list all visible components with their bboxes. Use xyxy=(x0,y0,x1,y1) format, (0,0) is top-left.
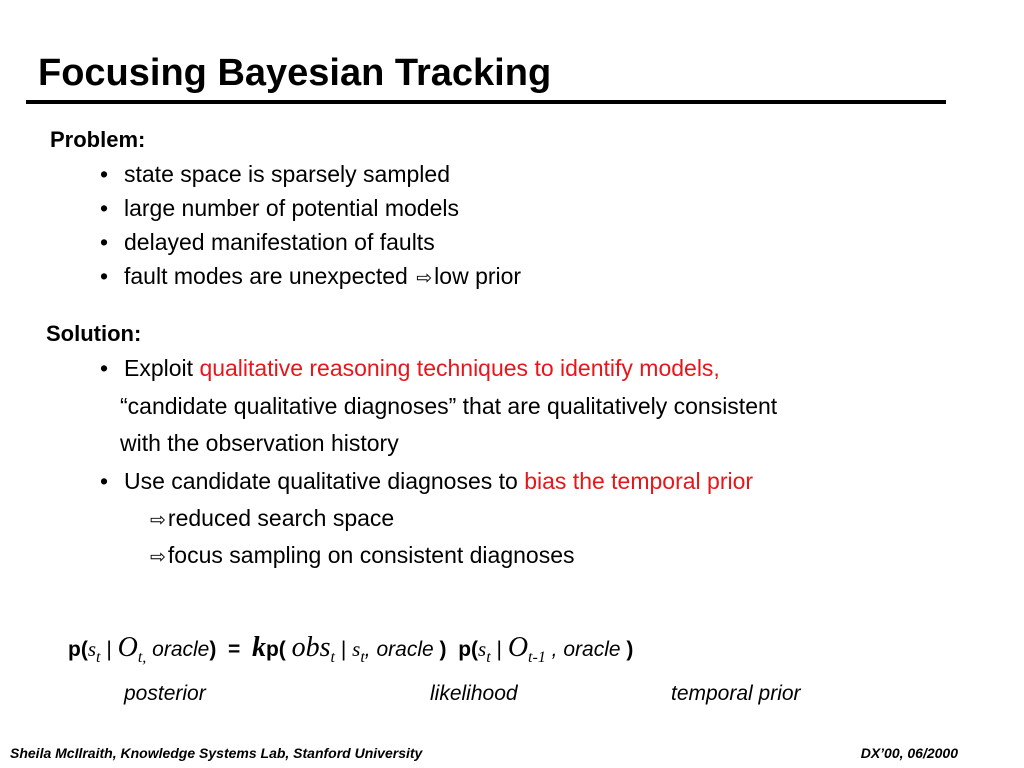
posterior-caption: posterior xyxy=(124,682,206,705)
solution-item xyxy=(100,353,720,383)
bullet-icon: • xyxy=(100,161,109,187)
solution-text: reduced search space xyxy=(167,505,395,531)
hollow-right-arrow-icon: ⇨ xyxy=(416,268,433,289)
bayes-equation: $p(s_t$ | $O_{t,}$ oracle) = kp( obs$_t$ | $s_t$, oracle ) $p(s_t$ | $O_{t-1}$ , oracle ) xyxy=(68,632,634,666)
slide-title: Focusing Bayesian Tracking xyxy=(38,52,552,94)
problem-heading: Problem: xyxy=(50,127,146,152)
solution-text: focus sampling on consistent diagnoses xyxy=(167,542,575,568)
solution-item xyxy=(100,466,753,496)
problem-item xyxy=(100,193,459,223)
bullet-icon: • xyxy=(100,195,109,221)
footer-date: DX’00, 06/2000 xyxy=(860,745,958,761)
bullet-icon: • xyxy=(100,468,109,494)
solution-text: with the observation history xyxy=(120,430,399,456)
problem-item xyxy=(100,159,450,189)
solution-text: Exploit xyxy=(124,355,200,381)
hollow-right-arrow-icon: ⇨ xyxy=(150,510,166,531)
solution-heading: Solution: xyxy=(46,321,142,346)
problem-item xyxy=(100,261,521,294)
bullet-icon: • xyxy=(100,229,109,255)
hollow-right-arrow-icon: ⇨ xyxy=(150,547,166,568)
solution-subitem xyxy=(148,503,394,536)
likelihood-caption: likelihood xyxy=(430,682,518,705)
solution-text: Use candidate qualitative diagnoses to xyxy=(124,468,525,494)
highlight-text: bias the temporal prior xyxy=(524,468,754,494)
solution-text: “candidate qualitative diagnoses” that are qualitatively consistent xyxy=(120,393,778,419)
highlight-text: qualitative reasoning techniques to identify models, xyxy=(199,355,720,381)
temporal-prior-caption: temporal prior xyxy=(671,682,801,705)
footer-author: Sheila McIlraith, Knowledge Systems Lab, Stanford University xyxy=(10,745,423,761)
bullet-icon: • xyxy=(100,263,109,289)
problem-item-text: delayed manifestation of faults xyxy=(124,229,435,255)
problem-item-text: fault modes are unexpected xyxy=(124,263,408,289)
problem-item xyxy=(100,227,435,257)
problem-item-text: large number of potential models xyxy=(124,195,459,221)
title-underline xyxy=(26,100,946,104)
solution-subitem xyxy=(148,540,575,573)
problem-item-text: low prior xyxy=(434,263,522,289)
problem-item-text: state space is sparsely sampled xyxy=(124,161,450,187)
bullet-icon: • xyxy=(100,355,109,381)
